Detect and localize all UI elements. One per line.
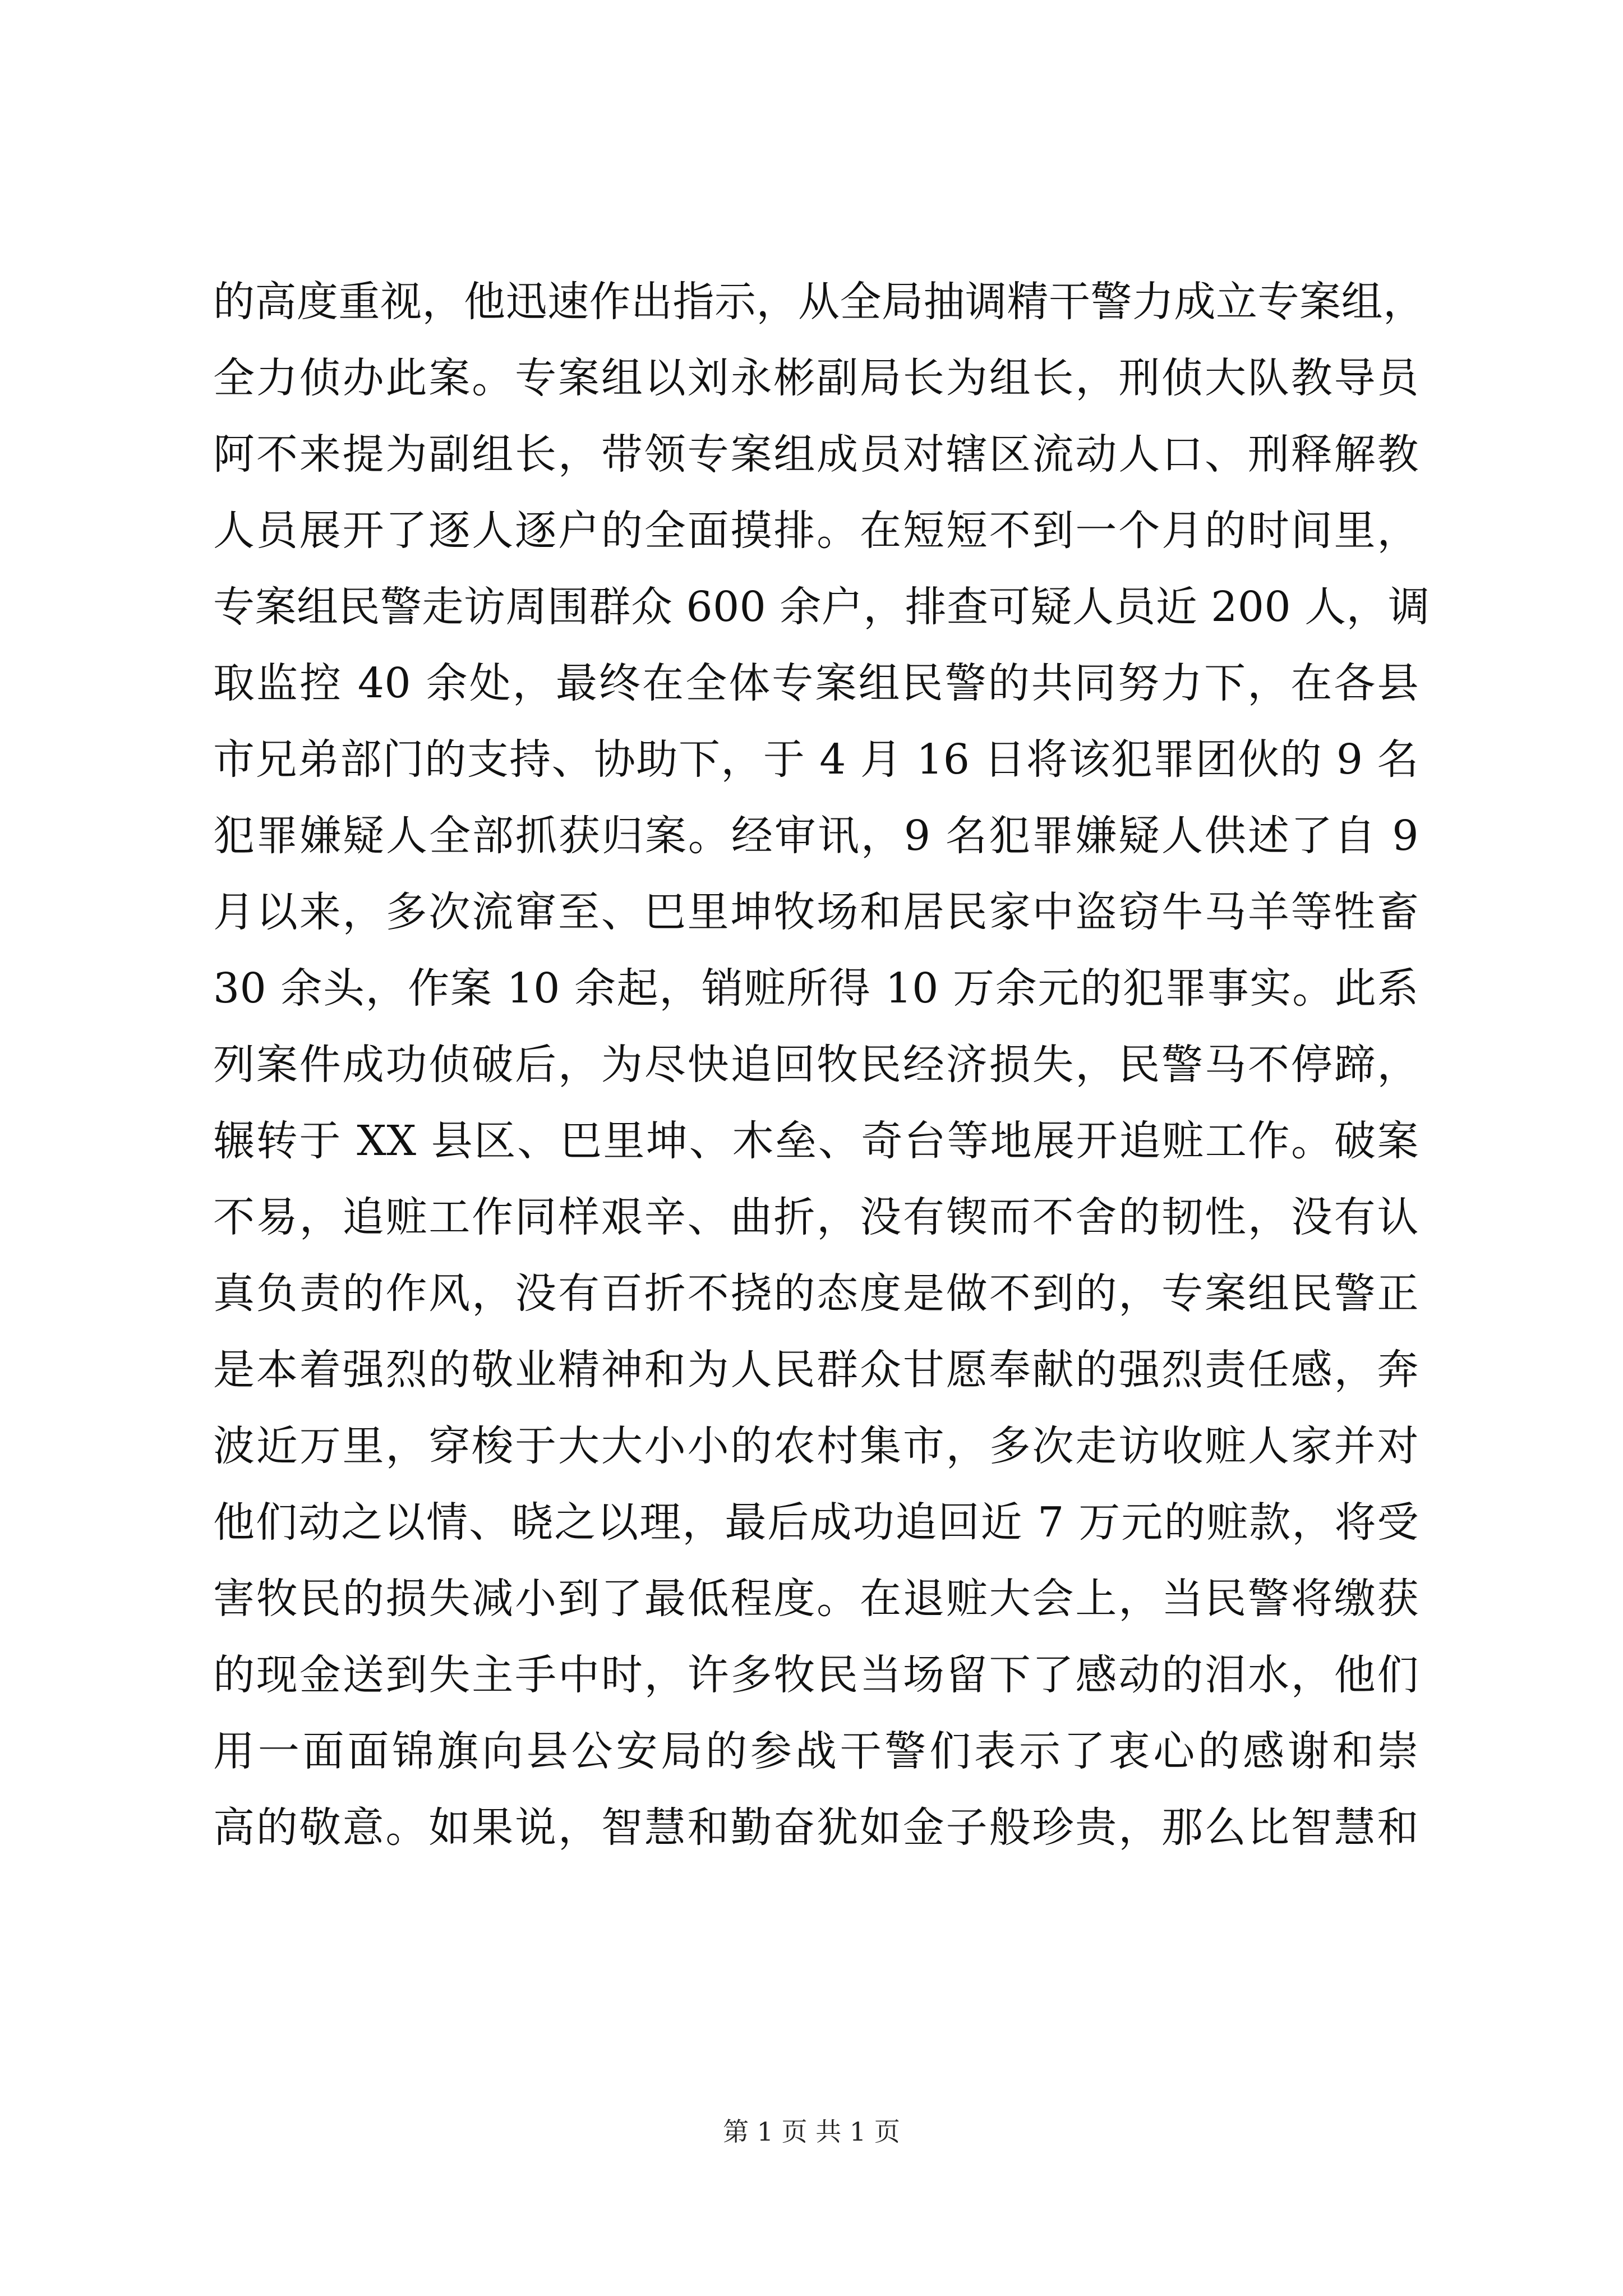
page-number-label: 第 1 页 共 1 页: [723, 2116, 900, 2147]
text-line: 全力侦办此案。专案组以刘永彬副局长为组长，刑侦大队教导员: [213, 354, 1419, 402]
page-footer: [0, 2115, 1623, 2148]
text-line: 真负责的作风，没有百折不挠的态度是做不到的，专案组民警正: [213, 1269, 1419, 1318]
text-line: 不易，追赃工作同样艰辛、曲折，没有锲而不舍的韧性，没有认: [213, 1193, 1419, 1241]
text-line: 波近万里，穿梭于大大小小的农村集市，多次走访收赃人家并对: [213, 1422, 1419, 1470]
text-line: 的高度重视，他迅速作出指示，从全局抽调精干警力成立专案组，: [213, 278, 1425, 326]
text-line: 他们动之以情、晓之以理，最后成功追回近 7 万元的赃款，将受: [213, 1498, 1419, 1547]
text-line: 是本着强烈的敬业精神和为人民群众甘愿奉献的强烈责任感，奔: [213, 1346, 1419, 1394]
body-text: [213, 264, 1430, 1866]
text-line: 取监控 40 余处，最终在全体专案组民警的共同努力下，在各县: [213, 659, 1419, 707]
text-line: 市兄弟部门的支持、协助下，于 4 月 16 日将该犯罪团伙的 9 名: [213, 735, 1419, 784]
text-line: 高的敬意。如果说，智慧和勤奋犹如金子般珍贵，那么比智慧和: [213, 1803, 1419, 1852]
text-line: 辗转于 XX 县区、巴里坤、木垒、奇台等地展开追赃工作。破案: [213, 1117, 1419, 1165]
text-line: 的现金送到失主手中时，许多牧民当场留下了感动的泪水，他们: [213, 1651, 1419, 1699]
text-line: 专案组民警走访周围群众 600 余户，排查可疑人员近 200 人，调: [213, 583, 1430, 631]
text-line: 列案件成功侦破后，为尽快追回牧民经济损失，民警马不停蹄，: [213, 1041, 1419, 1089]
text-line: 犯罪嫌疑人全部抓获归案。经审讯，9 名犯罪嫌疑人供述了自 9: [213, 812, 1419, 860]
text-line: 用一面面锦旗向县公安局的参战干警们表示了衷心的感谢和崇: [213, 1727, 1419, 1775]
text-line: 人员展开了逐人逐户的全面摸排。在短短不到一个月的时间里，: [213, 507, 1419, 555]
text-line: 害牧民的损失减小到了最低程度。在退赃大会上，当民警将缴获: [213, 1575, 1419, 1623]
text-line: 阿不来提为副组长，带领专案组成员对辖区流动人口、刑释解教: [213, 430, 1419, 478]
text-line: 月以来，多次流窜至、巴里坤牧场和居民家中盗窃牛马羊等牲畜: [213, 888, 1419, 936]
text-line: 30 余头，作案 10 余起，销赃所得 10 万余元的犯罪事实。此系: [213, 964, 1419, 1013]
